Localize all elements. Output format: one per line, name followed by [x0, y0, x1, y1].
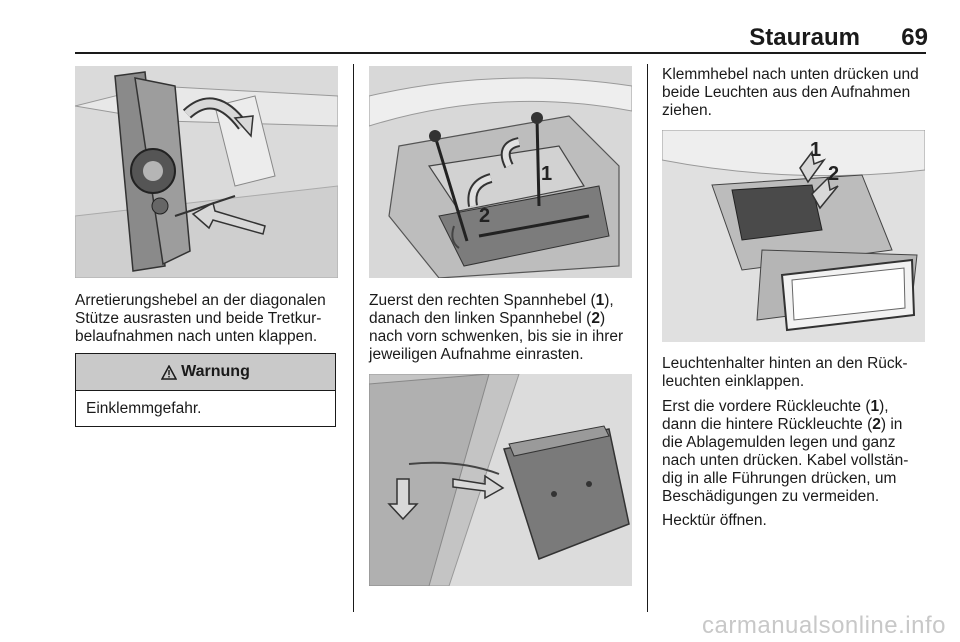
text-run: nach vorn schwenken, bis sie in ihrer — [369, 328, 624, 345]
step-number: 2 — [872, 416, 881, 433]
illustration-clamping-levers — [369, 66, 632, 278]
lamp-holder-drawing — [369, 374, 632, 586]
warning-text: Einklemmgefahr. — [86, 400, 202, 417]
instruction-line: beide Leuchten aus den Aufnahmen — [662, 84, 911, 101]
instruction-line: ziehen. — [662, 102, 712, 119]
instruction-line: leuchten einklappen. — [662, 373, 805, 390]
header-rule — [75, 52, 926, 54]
callout-1: 1 — [810, 139, 822, 161]
text-run: dig in alle Führungen drücken, um — [662, 470, 897, 487]
instruction-paragraph-4 — [662, 355, 937, 391]
pedal-bracket-drawing — [75, 66, 338, 278]
section-title: Stauraum — [749, 24, 860, 51]
watermark: carmanualsonline.info — [702, 612, 946, 639]
text-run: nach unten drücken. Kabel vollstän- — [662, 452, 909, 469]
instruction-paragraph-6: Hecktür öffnen. — [662, 512, 767, 529]
text-run: ) — [599, 310, 606, 327]
instruction-line: Arretierungshebel an der diagonalen — [75, 292, 326, 309]
instruction-paragraph-3 — [662, 66, 937, 120]
column-divider-2 — [647, 64, 648, 612]
instruction-paragraph-2 — [369, 292, 639, 364]
column-divider-1 — [353, 64, 354, 612]
text-run: Zuerst den rechten Spannhebel ( — [369, 292, 596, 309]
warning-box — [75, 353, 336, 427]
page-number: 69 — [901, 24, 928, 51]
text-run: ) in — [880, 416, 903, 433]
text-run: Erst die vordere Rückleuchte ( — [662, 398, 871, 415]
instruction-line: Leuchtenhalter hinten an den Rück- — [662, 355, 908, 372]
text-run: ), — [604, 292, 614, 309]
warning-title: Warnung — [181, 363, 250, 380]
text-run: die Ablagemulden legen und ganz — [662, 434, 896, 451]
callout-1: 1 — [541, 163, 553, 185]
text-run: Beschädigungen zu vermeiden. — [662, 488, 880, 505]
instruction-line: belaufnahmen nach unten klappen. — [75, 328, 318, 345]
callout-2: 2 — [479, 205, 491, 227]
text-run: dann die hintere Rückleuchte ( — [662, 416, 873, 433]
text-run: danach den linken Spannhebel ( — [369, 310, 592, 327]
step-number: 2 — [591, 310, 600, 327]
instruction-paragraph-1 — [75, 292, 345, 346]
step-number: 1 — [870, 398, 880, 415]
warning-header — [76, 354, 335, 391]
illustration-rear-lights — [662, 130, 925, 342]
instruction-line: Stütze ausrasten und beide Tretkur- — [75, 310, 322, 327]
illustration-pedal-bracket — [75, 66, 338, 278]
clamping-levers-drawing — [369, 66, 632, 278]
text-run: ), — [879, 398, 889, 415]
rear-lights-drawing — [662, 130, 925, 342]
callout-2: 2 — [828, 163, 840, 185]
warning-triangle-icon — [161, 365, 177, 380]
step-number: 1 — [595, 292, 605, 309]
text-run: jeweiligen Aufnahme einrasten. — [369, 346, 584, 363]
instruction-paragraph-5 — [662, 398, 937, 506]
instruction-line: Klemmhebel nach unten drücken und — [662, 66, 919, 83]
illustration-lamp-holder — [369, 374, 632, 586]
